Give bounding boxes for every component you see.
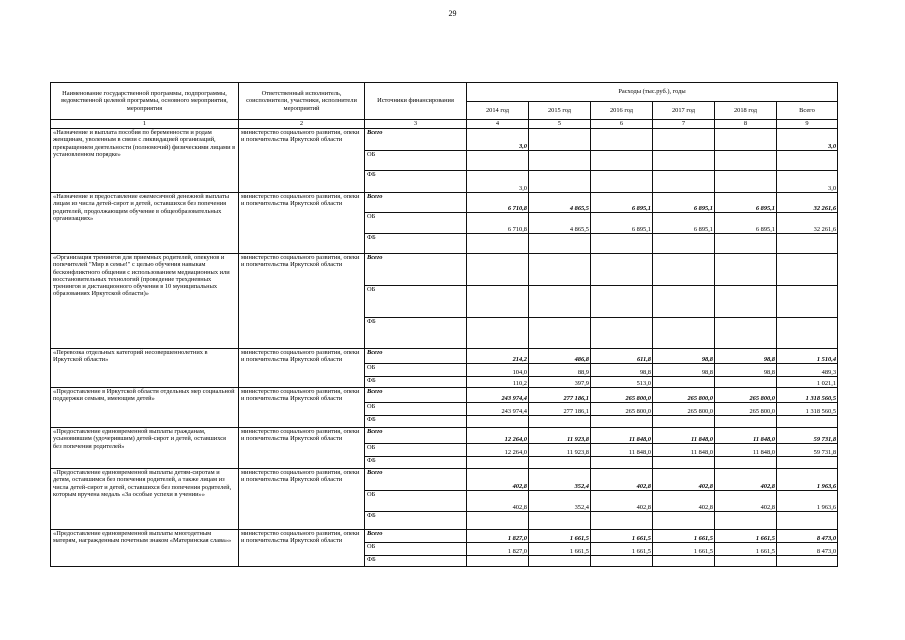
header-year: 2016 год [591, 102, 653, 120]
amount-total: 59 731,8 [777, 444, 838, 457]
amount-year: 402,8 [715, 491, 777, 512]
financing-table [50, 82, 838, 567]
amount-year [591, 457, 653, 469]
amount-year: 11 848,0 [591, 444, 653, 457]
amount-year [529, 457, 591, 469]
amount-year: 11 848,0 [591, 428, 653, 444]
amount-year [715, 151, 777, 171]
amount-year: 6 895,1 [715, 213, 777, 234]
funding-source: ФБ [365, 556, 467, 567]
funding-source: ОБ [365, 151, 467, 171]
amount-total: 1 963,6 [777, 491, 838, 512]
amount-year [591, 556, 653, 567]
header-executor: Ответственный исполнитель, соисполнители, участники, исполнители мероприятий [239, 83, 365, 120]
amount-year: 11 923,8 [529, 428, 591, 444]
amount-year: 6 710,8 [467, 213, 529, 234]
header-name: Наименование государственной программы, подпрограммы, ведомственной целевой программы, основного мероприятия, мероприятия [51, 83, 239, 120]
funding-source: ФБ [365, 318, 467, 349]
funding-source: Всего [365, 428, 467, 444]
amount-year [529, 254, 591, 286]
amount-year: 98,8 [653, 349, 715, 364]
amount-year: 402,8 [467, 491, 529, 512]
amount-year [529, 512, 591, 530]
amount-year [653, 457, 715, 469]
amount-year [529, 151, 591, 171]
measure-name: «Перевозка отдельных категорий несовершеннолетних в Иркутской области» [51, 349, 239, 388]
amount-year [591, 234, 653, 254]
amount-year [653, 512, 715, 530]
amount-year [715, 286, 777, 318]
header-year: 2017 год [653, 102, 715, 120]
amount-year: 402,8 [591, 491, 653, 512]
amount-year [529, 416, 591, 428]
amount-year: 98,8 [715, 349, 777, 364]
amount-year: 4 865,5 [529, 213, 591, 234]
amount-total: 1 318 560,5 [777, 403, 838, 416]
amount-year [591, 254, 653, 286]
column-number: 4 [467, 120, 529, 129]
funding-source: ОБ [365, 444, 467, 457]
amount-total: 32 261,6 [777, 193, 838, 213]
amount-year: 3,0 [467, 129, 529, 151]
funding-source: Всего [365, 469, 467, 491]
funding-source: ОБ [365, 543, 467, 556]
amount-total [777, 556, 838, 567]
amount-year: 402,8 [467, 469, 529, 491]
amount-year: 1 661,5 [591, 530, 653, 543]
amount-total: 1 963,6 [777, 469, 838, 491]
amount-total [777, 416, 838, 428]
amount-year [653, 129, 715, 151]
amount-total: 3,0 [777, 129, 838, 151]
amount-year: 11 848,0 [715, 444, 777, 457]
amount-year: 265 800,0 [653, 403, 715, 416]
amount-year [591, 129, 653, 151]
column-number: 9 [777, 120, 838, 129]
amount-total: 489,3 [777, 364, 838, 377]
amount-year [715, 377, 777, 388]
amount-total: 59 731,8 [777, 428, 838, 444]
amount-year: 1 661,5 [653, 543, 715, 556]
amount-year [591, 416, 653, 428]
amount-year: 265 800,0 [715, 388, 777, 403]
amount-year: 243 974,4 [467, 403, 529, 416]
amount-year [529, 234, 591, 254]
amount-year [529, 171, 591, 193]
amount-year [653, 377, 715, 388]
amount-year [467, 286, 529, 318]
amount-year [653, 286, 715, 318]
amount-year: 265 800,0 [653, 388, 715, 403]
amount-year: 6 895,1 [715, 193, 777, 213]
measure-name: «Предоставление в Иркутской области отдельных мер социальной поддержки семьям, имеющим детей» [51, 388, 239, 428]
funding-source: Всего [365, 129, 467, 151]
column-number: 5 [529, 120, 591, 129]
funding-source: ФБ [365, 457, 467, 469]
header-year: 2018 год [715, 102, 777, 120]
funding-source: Всего [365, 193, 467, 213]
executor: министерство социального развития, опеки и попечительства Иркутской области [239, 428, 365, 469]
amount-total [777, 318, 838, 349]
amount-year: 11 848,0 [653, 428, 715, 444]
measure-name: «Предоставление единовременной выплаты многодетным матерям, награжденным почетным знаком «Материнская слава»» [51, 530, 239, 567]
amount-year [467, 151, 529, 171]
amount-total [777, 254, 838, 286]
amount-year: 104,0 [467, 364, 529, 377]
amount-year [653, 254, 715, 286]
funding-source: Всего [365, 388, 467, 403]
amount-year: 12 264,0 [467, 428, 529, 444]
table-row [51, 469, 838, 491]
amount-year [467, 318, 529, 349]
amount-year [591, 151, 653, 171]
amount-year [529, 286, 591, 318]
amount-total: 1 318 560,5 [777, 388, 838, 403]
amount-year [529, 556, 591, 567]
funding-source: ФБ [365, 171, 467, 193]
amount-year: 1 661,5 [715, 543, 777, 556]
executor: министерство социального развития, опеки и попечительства Иркутской области [239, 193, 365, 254]
amount-year [591, 286, 653, 318]
executor: министерство социального развития, опеки и попечительства Иркутской области [239, 129, 365, 193]
amount-year: 98,8 [715, 364, 777, 377]
amount-year: 397,9 [529, 377, 591, 388]
table-row [51, 428, 838, 444]
funding-source: ОБ [365, 286, 467, 318]
amount-year: 98,8 [653, 364, 715, 377]
amount-year: 1 827,0 [467, 530, 529, 543]
amount-year: 98,8 [591, 364, 653, 377]
amount-year: 6 895,1 [591, 193, 653, 213]
amount-total: 8 473,0 [777, 530, 838, 543]
amount-year: 1 661,5 [653, 530, 715, 543]
amount-year: 486,8 [529, 349, 591, 364]
column-number: 6 [591, 120, 653, 129]
amount-year: 402,8 [653, 491, 715, 512]
amount-year [653, 556, 715, 567]
amount-year: 265 800,0 [591, 388, 653, 403]
amount-year [591, 318, 653, 349]
amount-year: 402,8 [653, 469, 715, 491]
amount-year [653, 234, 715, 254]
funding-source: ФБ [365, 377, 467, 388]
measure-name: «Предоставление единовременной выплаты гражданам, усыновившим (удочерившим) детей-сирот и детей, оставшихся без попечения родителей» [51, 428, 239, 469]
table-row [51, 254, 838, 286]
funding-source: ФБ [365, 416, 467, 428]
amount-year [467, 457, 529, 469]
amount-total [777, 457, 838, 469]
amount-year [653, 416, 715, 428]
amount-year: 611,8 [591, 349, 653, 364]
amount-year [653, 151, 715, 171]
column-number: 3 [365, 120, 467, 129]
funding-source: ОБ [365, 491, 467, 512]
header-expenses: Расходы (тыс.руб.), годы [467, 83, 838, 102]
amount-total: 8 473,0 [777, 543, 838, 556]
amount-year: 265 800,0 [715, 403, 777, 416]
header-total: Всего [777, 102, 838, 120]
amount-year: 6 895,1 [653, 193, 715, 213]
funding-source: ОБ [365, 403, 467, 416]
amount-year: 402,8 [715, 469, 777, 491]
measure-name: «Назначение и предоставление ежемесячной денежной выплаты лицам из числа детей-сирот и детей, оставшихся без попечения родителей, продолжающим обучение в общеобразовательных организациях» [51, 193, 239, 254]
amount-year: 6 895,1 [653, 213, 715, 234]
executor: министерство социального развития, опеки и попечительства Иркутской области [239, 254, 365, 349]
amount-year [653, 171, 715, 193]
amount-year [715, 129, 777, 151]
column-number: 2 [239, 120, 365, 129]
column-number: 1 [51, 120, 239, 129]
amount-year: 88,9 [529, 364, 591, 377]
funding-source: ОБ [365, 213, 467, 234]
amount-year [715, 416, 777, 428]
page-number: 29 [448, 9, 457, 18]
amount-year: 1 661,5 [529, 543, 591, 556]
amount-year [715, 318, 777, 349]
amount-year: 277 186,1 [529, 403, 591, 416]
measure-name: «Предоставление единовременной выплаты детям-сиротам и детям, оставшимся без попечения родителей, а также лицам из числа детей-сирот и детей, оставшихся без попечения родителей, которым вручена медаль «За особые успехи в учении»» [51, 469, 239, 530]
amount-year: 12 264,0 [467, 444, 529, 457]
amount-year: 402,8 [591, 469, 653, 491]
amount-year: 11 923,8 [529, 444, 591, 457]
amount-year: 352,4 [529, 491, 591, 512]
amount-year [715, 234, 777, 254]
amount-year: 513,0 [591, 377, 653, 388]
executor: министерство социального развития, опеки и попечительства Иркутской области [239, 349, 365, 388]
header-sources: Источники финансирования [365, 83, 467, 120]
amount-year: 1 661,5 [591, 543, 653, 556]
amount-total: 1 021,1 [777, 377, 838, 388]
funding-source: Всего [365, 349, 467, 364]
funding-source: ФБ [365, 234, 467, 254]
amount-year [591, 512, 653, 530]
funding-source: ОБ [365, 364, 467, 377]
amount-year: 277 186,1 [529, 388, 591, 403]
executor: министерство социального развития, опеки и попечительства Иркутской области [239, 388, 365, 428]
measure-name: «Назначение и выплата пособия по беременности и родам женщинам, уволенным в связи с ликвидацией организаций, прекращением деятельности (полномочий) физическими лицами в установленном порядке» [51, 129, 239, 193]
amount-year: 1 827,0 [467, 543, 529, 556]
amount-year: 11 848,0 [653, 444, 715, 457]
funding-source: ФБ [365, 512, 467, 530]
amount-total [777, 512, 838, 530]
amount-total: 1 510,4 [777, 349, 838, 364]
amount-year [715, 254, 777, 286]
amount-year: 3,0 [467, 171, 529, 193]
amount-total [777, 234, 838, 254]
amount-year [715, 457, 777, 469]
amount-total: 3,0 [777, 171, 838, 193]
amount-year [529, 129, 591, 151]
amount-year: 110,2 [467, 377, 529, 388]
table-row [51, 388, 838, 403]
amount-total [777, 286, 838, 318]
table-body [51, 120, 838, 567]
header-year: 2014 год [467, 102, 529, 120]
amount-year: 6 895,1 [591, 213, 653, 234]
amount-year: 352,4 [529, 469, 591, 491]
amount-year [467, 512, 529, 530]
column-number: 8 [715, 120, 777, 129]
amount-year: 11 848,0 [715, 428, 777, 444]
amount-year: 214,2 [467, 349, 529, 364]
amount-year: 1 661,5 [529, 530, 591, 543]
table-row [51, 129, 838, 151]
table-row [51, 530, 838, 543]
executor: министерство социального развития, опеки и попечительства Иркутской области [239, 530, 365, 567]
amount-year: 243 974,4 [467, 388, 529, 403]
header-year: 2015 год [529, 102, 591, 120]
amount-year [467, 254, 529, 286]
amount-year: 1 661,5 [715, 530, 777, 543]
amount-total: 32 261,6 [777, 213, 838, 234]
measure-name: «Организация тренингов для приемных родителей, опекунов и попечителей "Мир в семье!" с целью обучения навыкам бесконфликтного общения с использованием медиационных или восстановительных технологий (проведение трехдневных тренингов и дистанционного обучения в 10 муниципальных образованиях Иркутской области)» [51, 254, 239, 349]
amount-year: 6 710,8 [467, 193, 529, 213]
executor: министерство социального развития, опеки и попечительства Иркутской области [239, 469, 365, 530]
amount-year [715, 556, 777, 567]
amount-year [591, 171, 653, 193]
table-row [51, 193, 838, 213]
amount-year [715, 512, 777, 530]
amount-year [653, 318, 715, 349]
amount-year [467, 234, 529, 254]
amount-year [467, 556, 529, 567]
amount-year [467, 416, 529, 428]
funding-source: Всего [365, 530, 467, 543]
amount-year [529, 318, 591, 349]
amount-year: 265 800,0 [591, 403, 653, 416]
amount-total [777, 151, 838, 171]
table-row [51, 349, 838, 364]
column-numbers-row [51, 120, 838, 129]
funding-source: Всего [365, 254, 467, 286]
amount-year: 4 865,5 [529, 193, 591, 213]
column-number: 7 [653, 120, 715, 129]
amount-year [715, 171, 777, 193]
